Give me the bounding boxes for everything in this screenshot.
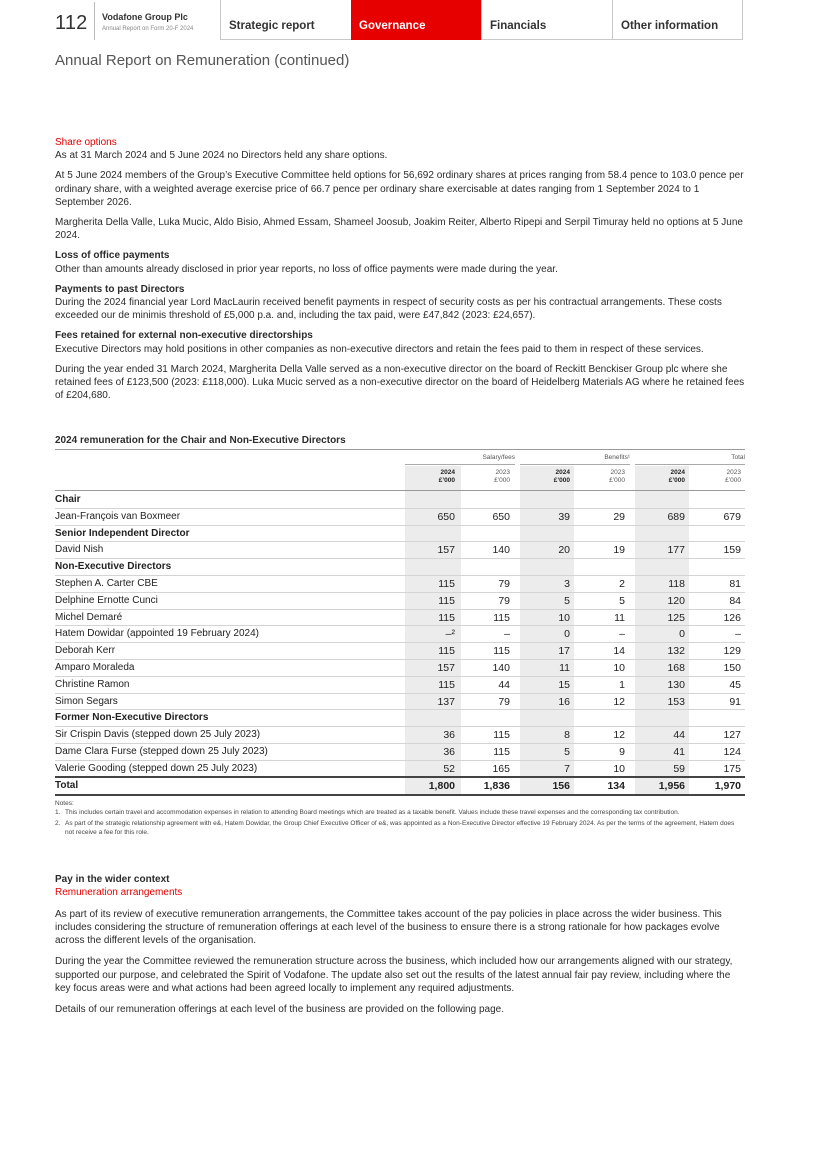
table-cell: 59 (673, 762, 685, 775)
table-cell: 10 (613, 662, 625, 674)
table-cell: 115 (438, 645, 455, 658)
table-cell: 11 (614, 611, 625, 624)
loss-of-office-heading: Loss of office payments (55, 250, 170, 262)
table-cell: 130 (667, 678, 685, 691)
table-cell: 129 (723, 645, 741, 658)
table-section-row (55, 710, 745, 727)
table-cell: 153 (667, 695, 685, 708)
table-cell: 44 (498, 678, 510, 691)
row-label: Christine Ramon (55, 678, 130, 690)
table-cell: – (619, 628, 625, 641)
table-cell: 11 (559, 662, 570, 674)
notes (55, 799, 745, 837)
table-row (55, 509, 745, 526)
table-cell: 5 (564, 594, 570, 607)
row-label: Delphine Ernotte Cunci (55, 594, 158, 606)
table-section-row (55, 526, 745, 543)
column-group-header: Salary/fees (482, 454, 515, 461)
year-label: 2023 (610, 469, 625, 476)
table-row (55, 761, 745, 778)
note-text: As part of the strategic relationship agreement with e&, Hatem Dowidar, the Group Chief Executive Officer of e&, was appointed as a Non-Executive Director effective 19 February 2024. As per the terms of the agreement, Hatem does not receive a fee for this role. (65, 820, 735, 836)
table-cell: 140 (492, 544, 510, 557)
header-rule (55, 490, 745, 491)
table-cell: 41 (673, 746, 685, 758)
header-underline (481, 39, 743, 40)
paragraph: As at 31 March 2024 and 5 June 2024 no Directors held any share options. (55, 150, 388, 162)
table-title: 2024 remuneration for the Chair and Non-Executive Directors (55, 435, 346, 446)
table-cell: 679 (723, 510, 741, 523)
column-group-header: Total (731, 454, 745, 461)
row-label: Deborah Kerr (55, 645, 116, 657)
year-column-header (470, 469, 510, 484)
row-label: Dame Clara Furse (stepped down 25 July 2023) (55, 746, 268, 757)
note-number: 2. (55, 820, 61, 827)
row-label: Former Non-Executive Directors (55, 712, 209, 724)
page-title: Annual Report on Remuneration (continued) (55, 52, 350, 69)
note-item (55, 819, 745, 837)
unit-label: £’000 (494, 476, 510, 484)
table-bottom-rule (55, 794, 745, 796)
past-directors-heading: Payments to past Directors (55, 283, 185, 295)
table-cell: 10 (558, 611, 570, 624)
table-cell: 115 (493, 645, 510, 658)
table-cell: 125 (667, 611, 685, 624)
table-cell: 118 (668, 578, 685, 590)
table-cell: 16 (558, 695, 570, 708)
table-cell: 5 (619, 594, 625, 607)
row-label: Sir Crispin Davis (stepped down 25 July 2023) (55, 729, 261, 741)
table-section-row (55, 559, 745, 576)
table-cell: 1 (619, 678, 625, 691)
year-column-header (585, 469, 625, 484)
year-label: 2024 (670, 469, 685, 476)
table-cell: 177 (667, 544, 685, 557)
year-label: 2023 (726, 469, 741, 476)
table-cell: – (504, 628, 510, 641)
table-row (55, 727, 745, 744)
table-row (55, 744, 745, 761)
table-cell: 79 (498, 695, 510, 708)
table-cell: 115 (438, 578, 455, 590)
table-cell: 2 (619, 578, 625, 590)
table-cell: 79 (498, 578, 510, 590)
note-number: 1. (55, 809, 61, 816)
table-row (55, 593, 745, 610)
report-name: Annual Report on Form 20-F 2024 (102, 26, 194, 32)
year-column-header (645, 469, 685, 484)
row-label: Michel Demaré (55, 611, 123, 623)
table-cell: 20 (558, 544, 570, 557)
table-cell: 120 (667, 594, 685, 607)
table-cell: 157 (437, 544, 455, 557)
table-cell: –² (445, 628, 455, 641)
table-cell: 3 (564, 578, 570, 590)
share-options-heading: Share options (55, 137, 117, 148)
table-cell: 168 (667, 662, 685, 674)
table-cell: 650 (437, 510, 455, 523)
remuneration-arrangements-heading: Remuneration arrangements (55, 887, 183, 899)
table-cell: 115 (493, 746, 510, 758)
table-cell: 39 (558, 510, 570, 523)
table-cell: 115 (438, 594, 455, 607)
paragraph: Margherita Della Valle, Luka Mucic, Aldo Bisio, Ahmed Essam, Shameel Joosub, Joakim Reiter, Alberto Ripepi and Serpil Timuray held no options at 5 June 2024. (55, 217, 743, 242)
tab-governance[interactable]: Governance (351, 0, 481, 40)
table-row (55, 626, 745, 643)
column-group-header: Benefits¹ (604, 454, 630, 461)
table-row (55, 542, 745, 559)
unit-label: £’000 (668, 476, 685, 484)
table-cell: 157 (437, 662, 455, 674)
table-cell: 44 (673, 729, 685, 742)
table-cell: 1,800 (428, 779, 455, 792)
row-label: Valerie Gooding (stepped down 25 July 2023) (55, 762, 258, 774)
paragraph: Details of our remuneration offerings at each level of the business are provided on the following page. (55, 1004, 504, 1016)
row-label: Amparo Moraleda (55, 662, 135, 673)
table-cell: 12 (613, 729, 625, 742)
paragraph: As part of its review of executive remuneration arrangements, the Committee takes account of the pay policies in place across the wider business. This includes considering the structure of remuneration offerings at each level of the business to ensure there is a strong rationale for how packages evolve across the different levels of the organisation. (55, 908, 722, 947)
table-cell: – (735, 628, 741, 641)
table-cell: 115 (438, 678, 455, 691)
paragraph: Executive Directors may hold positions in other companies as non-executive directors and retain the fees paid to them in respect of these services. (55, 343, 704, 355)
header-underline (220, 39, 351, 40)
body-text-bottom (55, 873, 745, 1025)
page-number: 112 (55, 12, 88, 34)
table-cell: 52 (443, 762, 455, 775)
table-cell: 156 (552, 779, 570, 792)
year-column-header (701, 469, 741, 484)
row-label: Jean-François van Boxmeer (55, 510, 181, 522)
table-cell: 124 (723, 746, 741, 758)
table-cell: 137 (437, 695, 455, 708)
row-label: Hatem Dowidar (appointed 19 February 2024) (55, 628, 259, 640)
table-cell: 36 (443, 729, 455, 742)
table-cell: 115 (493, 611, 510, 624)
wider-context-heading: Pay in the wider context (55, 874, 170, 885)
table-row (55, 694, 745, 711)
header-divider (94, 2, 95, 40)
row-label: Total (55, 779, 79, 791)
table-row (55, 643, 745, 660)
tab-strategic-report[interactable]: Strategic report (220, 0, 350, 40)
paragraph: During the year ended 31 March 2024, Margherita Della Valle served as a non-executive director on the board of Reckitt Benckiser Group plc where she retained fees of £123,500 (2023: £118,000). Luka Mucic served as a non-executive director on the board of Heidelberg Materials AG where he retained fees of £204,680. (55, 363, 745, 402)
row-label: Chair (55, 494, 81, 505)
table-row (55, 660, 745, 677)
tab-financials[interactable]: Financials (481, 0, 612, 40)
table-row (55, 610, 745, 627)
body-text-top (55, 136, 745, 409)
year-column-header (530, 469, 570, 484)
year-label: 2024 (555, 469, 570, 476)
row-label: David Nish (55, 544, 104, 556)
row-label: Stephen A. Carter CBE (55, 578, 158, 589)
table-cell: 140 (492, 662, 510, 674)
table-cell: 134 (607, 779, 625, 792)
notes-heading: Notes: (55, 800, 74, 807)
table-cell: 1,836 (483, 779, 510, 792)
unit-label: £’000 (553, 476, 570, 484)
table-cell: 45 (729, 678, 741, 691)
table-cell: 14 (613, 645, 625, 658)
paragraph: During the 2024 financial year Lord MacLaurin received benefit payments in respect of security costs as per his contractual arrangements. These costs exceeded our de minimis threshold of £5,000 p.a. and, including the tax paid, were £47,842 (2023: £24,657). (55, 297, 722, 322)
table-cell: 115 (493, 729, 510, 742)
table-cell: 689 (667, 510, 685, 523)
table-section-row (55, 492, 745, 509)
table-cell: 84 (729, 594, 741, 607)
table-total-row (55, 778, 745, 795)
table-cell: 19 (613, 544, 625, 557)
table-cell: 8 (564, 729, 570, 742)
table-cell: 650 (492, 510, 510, 523)
table-cell: 0 (564, 628, 570, 641)
table-row (55, 576, 745, 593)
paragraph: During the year the Committee reviewed the remuneration structure across the business, which included how our arrangements aligned with our strategy, supported our purpose, and celebrated the Spirit of Vodafone. The update also set out the results of the latest annual fair pay review, including where the key focus areas were and what actions had been agreed locally to implement any required adjustments. (55, 956, 733, 995)
table-cell: 115 (438, 611, 455, 624)
table-cell: 12 (613, 695, 625, 708)
table-cell: 165 (492, 762, 510, 775)
paragraph: At 5 June 2024 members of the Group’s Executive Committee held options for 56,692 ordinary shares at prices ranging from 58.4 pence to 103.0 pence per ordinary share, with a weighted average exercise price of 66.7 pence per ordinary share exercisable at dates ranging from 1 September 2024 to 1 September 2026. (55, 170, 744, 208)
column-group-rule (635, 464, 745, 465)
row-label: Non-Executive Directors (55, 561, 172, 573)
table-cell: 150 (723, 662, 741, 674)
unit-label: £’000 (609, 476, 625, 484)
year-column-header (415, 469, 455, 484)
table-cell: 1,956 (658, 779, 685, 792)
table-cell: 15 (558, 678, 570, 691)
year-label: 2023 (495, 469, 510, 476)
table-cell: 1,970 (714, 779, 741, 792)
note-text: This includes certain travel and accommodation expenses in relation to attending Board meetings which are treated as a taxable benefit. Values include these travel expenses and the corresponding tax contribution. (65, 809, 680, 816)
page-header (0, 0, 825, 40)
table-cell: 36 (443, 746, 455, 758)
paragraph: Other than amounts already disclosed in prior year reports, no loss of office payments were made during the year. (55, 263, 558, 275)
table-cell: 126 (723, 611, 741, 624)
table-row (55, 677, 745, 694)
unit-label: £’000 (438, 476, 455, 484)
column-group-rule (520, 464, 630, 465)
table-cell: 127 (723, 729, 741, 742)
table-cell: 9 (619, 746, 625, 758)
column-group-rule (405, 464, 515, 465)
note-item (55, 808, 745, 817)
table-cell: 81 (729, 578, 741, 590)
table-cell: 159 (723, 544, 741, 557)
row-label: Senior Independent Director (55, 527, 190, 539)
table-cell: 17 (558, 645, 570, 658)
year-label: 2024 (440, 469, 455, 476)
company-name: Vodafone Group Plc (102, 12, 188, 22)
table-cell: 132 (667, 645, 685, 658)
table-cell: 7 (564, 762, 570, 775)
table-cell: 175 (723, 762, 741, 775)
table-cell: 79 (498, 594, 510, 607)
table-cell: 0 (679, 628, 685, 641)
table-cell: 91 (729, 695, 741, 708)
fees-retained-heading: Fees retained for external non-executive directorships (55, 330, 313, 342)
tab-other-information[interactable]: Other information (612, 0, 743, 40)
unit-label: £’000 (725, 476, 741, 484)
row-label: Simon Segars (55, 695, 118, 707)
table-top-rule (55, 449, 745, 450)
table-cell: 29 (613, 510, 625, 523)
table-cell: 10 (613, 762, 625, 775)
table-cell: 5 (564, 746, 570, 758)
